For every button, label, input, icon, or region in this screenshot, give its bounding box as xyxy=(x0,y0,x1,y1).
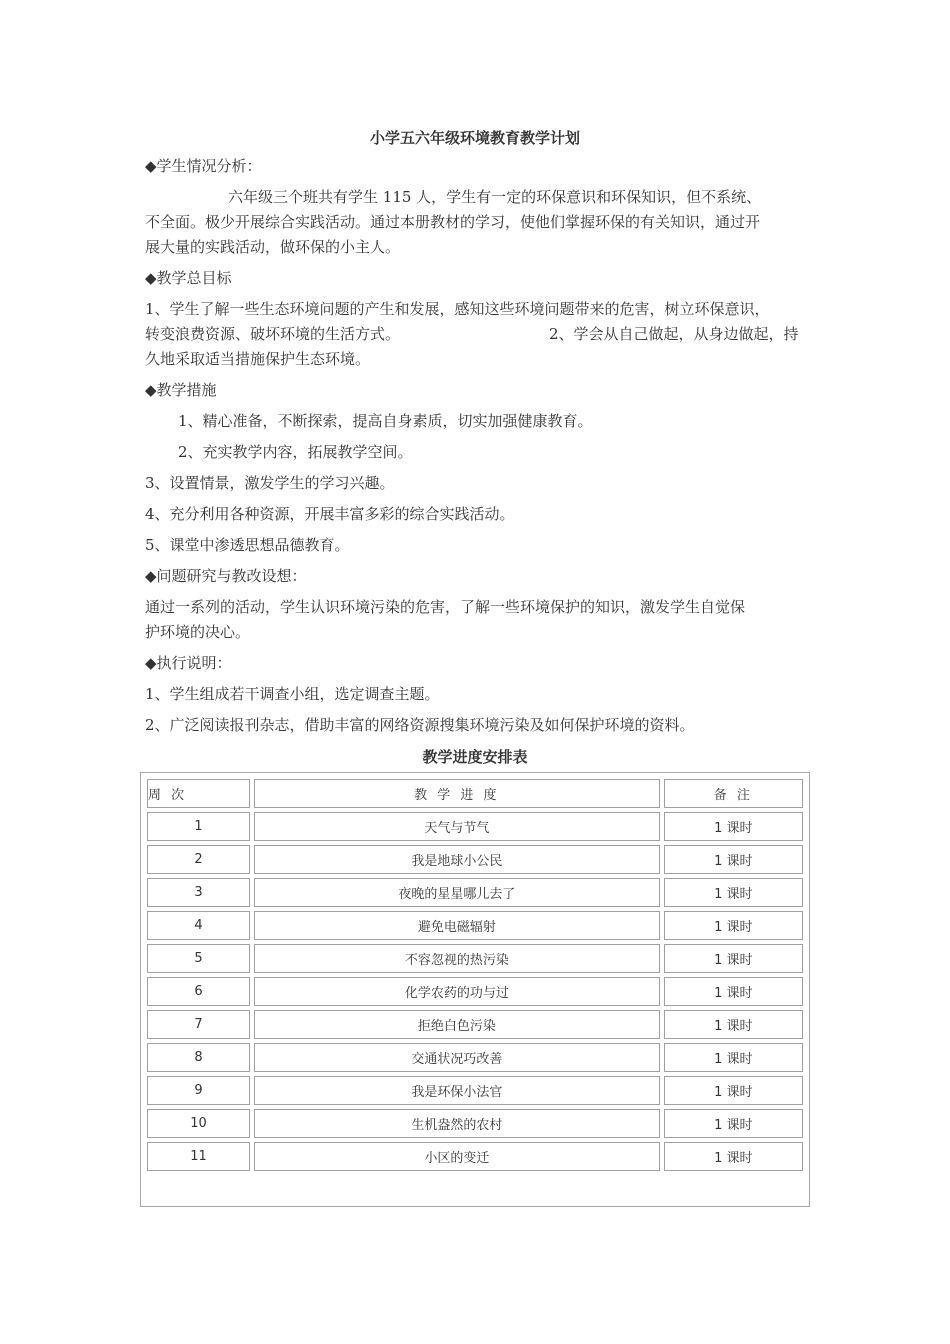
table-row xyxy=(147,1076,803,1105)
cell-week: 3 xyxy=(147,878,250,907)
cell-week: 7 xyxy=(147,1010,250,1039)
table-row xyxy=(147,944,803,973)
table-title: 教学进度安排表 xyxy=(422,748,528,766)
cell-topic: 生机盎然的农村 xyxy=(254,1109,660,1138)
header-progress: 教 学 进 度 xyxy=(254,779,660,808)
document-title: 小学五六年级环境教育教学计划 xyxy=(369,129,580,147)
paragraph-line: 六年级三个班共有学生 115 人，学生有一定的环保意识和环保知识，但不系统、 xyxy=(228,188,762,206)
cell-note: 1 课时 xyxy=(664,1076,803,1105)
cell-note: 1 课时 xyxy=(664,845,803,874)
cell-topic: 我是地球小公民 xyxy=(254,845,660,874)
list-item: 2、广泛阅读报刊杂志，借助丰富的网络资源搜集环境污染及如何保护环境的资料。 xyxy=(145,716,695,734)
list-item: 3、设置情景，激发学生的学习兴趣。 xyxy=(145,474,395,492)
paragraph-line: 1、学生了解一些生态环境问题的产生和发展，感知这些环境问题带来的危害，树立环保意识， xyxy=(145,300,770,318)
section-heading-overall-goals: ◆教学总目标 xyxy=(145,269,232,287)
header-week: 周 次 xyxy=(147,779,250,808)
table-row xyxy=(147,1142,803,1171)
list-item: 1、精心准备，不断探索，提高自身素质，切实加强健康教育。 xyxy=(178,412,593,430)
cell-note: 1 课时 xyxy=(664,1010,803,1039)
paragraph-line: 不全面。极少开展综合实践活动。通过本册教材的学习，使他们掌握环保的有关知识，通过开 xyxy=(145,213,761,231)
section-heading-execution: ◆执行说明： xyxy=(145,654,232,672)
table-row xyxy=(147,911,803,940)
cell-week: 4 xyxy=(147,911,250,940)
cell-topic: 小区的变迁 xyxy=(254,1142,660,1171)
paragraph-line: 通过一系列的活动，学生认识环境污染的危害，了解一些环境保护的知识，激发学生自觉保 xyxy=(145,598,746,616)
table-header-row xyxy=(147,779,803,808)
schedule-table xyxy=(143,775,807,1175)
cell-topic: 化学农药的功与过 xyxy=(254,977,660,1006)
cell-week: 11 xyxy=(147,1142,250,1171)
cell-week: 8 xyxy=(147,1043,250,1072)
table-row xyxy=(147,812,803,841)
list-item: 2、充实教学内容，拓展教学空间。 xyxy=(178,443,413,461)
cell-topic: 我是环保小法官 xyxy=(254,1076,660,1105)
paragraph-line: 2、学会从自己做起，从身边做起，持 xyxy=(549,325,799,343)
paragraph-line: 护环境的决心。 xyxy=(145,623,251,641)
cell-note: 1 课时 xyxy=(664,878,803,907)
section-heading-research: ◆问题研究与教改设想： xyxy=(145,567,307,585)
paragraph-line: 久地采取适当措施保护生态环境。 xyxy=(145,350,371,368)
cell-week: 2 xyxy=(147,845,250,874)
cell-week: 1 xyxy=(147,812,250,841)
table-row xyxy=(147,977,803,1006)
cell-note: 1 课时 xyxy=(664,1043,803,1072)
list-item: 4、充分利用各种资源，开展丰富多彩的综合实践活动。 xyxy=(145,505,515,523)
table-row xyxy=(147,845,803,874)
table-row xyxy=(147,1109,803,1138)
table-row xyxy=(147,1043,803,1072)
cell-topic: 拒绝白色污染 xyxy=(254,1010,660,1039)
cell-topic: 不容忽视的热污染 xyxy=(254,944,660,973)
cell-week: 5 xyxy=(147,944,250,973)
table-row xyxy=(147,878,803,907)
cell-topic: 避免电磁辐射 xyxy=(254,911,660,940)
schedule-table-frame xyxy=(140,772,810,1207)
cell-topic: 交通状况巧改善 xyxy=(254,1043,660,1072)
cell-note: 1 课时 xyxy=(664,812,803,841)
paragraph-line: 展大量的实践活动，做环保的小主人。 xyxy=(145,238,401,256)
cell-week: 6 xyxy=(147,977,250,1006)
cell-week: 10 xyxy=(147,1109,250,1138)
paragraph-line: 转变浪费资源、破坏环境的生活方式。 xyxy=(145,325,401,343)
cell-note: 1 课时 xyxy=(664,944,803,973)
cell-topic: 夜晚的星星哪儿去了 xyxy=(254,878,660,907)
section-heading-teaching-measures: ◆教学措施 xyxy=(145,381,217,399)
cell-week: 9 xyxy=(147,1076,250,1105)
cell-topic: 天气与节气 xyxy=(254,812,660,841)
header-notes: 备 注 xyxy=(664,779,803,808)
cell-note: 1 课时 xyxy=(664,1109,803,1138)
section-heading-student-analysis: ◆学生情况分析： xyxy=(145,157,262,175)
list-item: 5、课堂中渗透思想品德教育。 xyxy=(145,536,350,554)
cell-note: 1 课时 xyxy=(664,977,803,1006)
list-item: 1、学生组成若干调查小组，选定调查主题。 xyxy=(145,685,440,703)
table-row xyxy=(147,1010,803,1039)
cell-note: 1 课时 xyxy=(664,1142,803,1171)
cell-note: 1 课时 xyxy=(664,911,803,940)
